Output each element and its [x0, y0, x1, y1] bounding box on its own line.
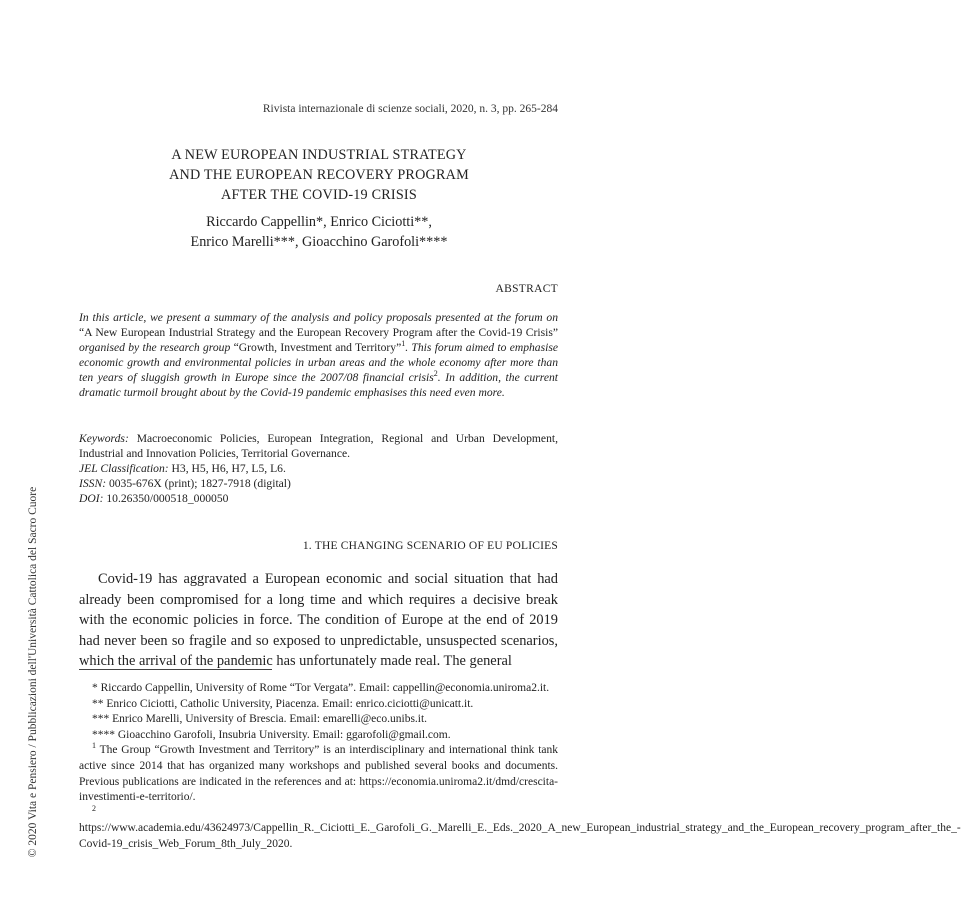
- footnote-author-4: **** Gioacchino Garofoli, Insubria University. Email: ggarofoli@gmail.com.: [92, 728, 451, 741]
- doi-line: [79, 491, 558, 506]
- doi-label: DOI:: [79, 492, 104, 506]
- footnote-author-2: ** Enrico Ciciotti, Catholic University, Piacenza. Email: enrico.ciciotti@unicatt.it.: [92, 697, 474, 710]
- footnote-ref-2: 2: [433, 369, 438, 379]
- footnote-2-mark: 2: [92, 803, 96, 813]
- issn-label: ISSN:: [79, 477, 107, 491]
- running-header: Rivista internazionale di scienze sociali, 2020, n. 3, pp. 265-284: [262, 103, 558, 115]
- abstract-part-5: . This forum aimed to emphasise economic growth and environmental policies in urban areas and the whole economy after more than ten years of sluggish growth in Europe since the 2007/08 financial crisis: [79, 341, 558, 385]
- body-text: [79, 569, 558, 672]
- title-line-1: A NEW EUROPEAN INDUSTRIAL STRATEGY: [171, 147, 467, 163]
- footnote-1-mark: 1: [92, 741, 96, 751]
- copyright-text: © 2020 Vita e Pensiero / Pubblicazioni dell'Università Cattolica del Sacro Cuore: [27, 486, 39, 858]
- keywords-value: Macroeconomic Policies, European Integration, Regional and Urban Development, Industrial and Innovation Policies, Territorial Governance.: [79, 432, 558, 461]
- abstract-part-1: In this article, we present a summary of the analysis and policy proposals presented at the forum on: [79, 311, 558, 324]
- abstract-part-4: “Growth, Investment and Territory”: [230, 341, 402, 355]
- abstract-part-3: organised by the research group: [79, 341, 231, 355]
- footnote-ref-1: 1: [401, 339, 406, 349]
- jel-label: JEL Classification:: [79, 462, 169, 476]
- issn-value: 0035-676X (print); 1827-7918 (digital): [106, 477, 291, 491]
- authors-line-1: Riccardo Cappellin*, Enrico Ciciotti**,: [206, 214, 432, 230]
- keywords-line: [79, 431, 558, 461]
- abstract-heading: ABSTRACT: [495, 283, 558, 295]
- footnote-2: [79, 803, 961, 853]
- abstract-text: [79, 310, 558, 401]
- section-heading: 1. THE CHANGING SCENARIO OF EU POLICIES: [302, 540, 558, 552]
- body-paragraph: Covid-19 has aggravated a European economic and social situation that had already been compromised for a long time and which requires a decisive break with the economic policies in force. The condition of Europe at the end of 2019 had never been so fragile and so exposed to unpredictable, unsuspected scenarios, which the arrival of the pandemic has unfortunately made real. The general: [79, 571, 558, 669]
- footnote-1-text: The Group “Growth Investment and Territory” is an interdisciplinary and international think tank active since 2014 that has organized many workshops and published several books and documents. Previous publications are indicated in the references and at: https://economia.uniroma2.it/dmd/crescita-investimenti-e-territorio/.: [79, 744, 558, 804]
- title-line-3: AFTER THE COVID-19 CRISIS: [221, 187, 417, 203]
- article-metadata: [79, 431, 558, 506]
- jel-value: H3, H5, H6, H7, L5, L6.: [168, 462, 286, 476]
- footnote-2-text: https://www.academia.edu/43624973/Cappellin_R._Ciciotti_E._Garofoli_G._Marelli_E._Eds._2020_A_new_European_industrial_strategy_and_the_European_recovery_program_after_the_-Covid-19_crisis_Web_Forum_8th_July_2020.: [79, 822, 961, 850]
- abstract-part-2: “A New European Industrial Strategy and the European Recovery Program after the Covid-19 Crisis”: [79, 326, 558, 340]
- jel-line: [79, 461, 558, 476]
- footnote-1: [79, 743, 558, 805]
- issn-line: [79, 476, 558, 491]
- footnotes: [79, 681, 961, 853]
- footnote-author-3: *** Enrico Marelli, University of Brescia. Email: emarelli@eco.unibs.it.: [92, 713, 428, 726]
- doi-value: 10.26350/000518_000050: [103, 492, 229, 506]
- authors-line-2: Enrico Marelli***, Gioacchino Garofoli****: [190, 234, 448, 250]
- article-title: [79, 145, 559, 205]
- title-line-2: AND THE EUROPEAN RECOVERY PROGRAM: [169, 167, 469, 183]
- footnote-divider: [79, 669, 272, 670]
- abstract-part-6: . In addition, the current dramatic turmoil brought about by the Covid-19 pandemic emphasises this need even more.: [79, 371, 558, 400]
- footnote-author-1: * Riccardo Cappellin, University of Rome “Tor Vergata”. Email: cappellin@economia.uniroma2.it.: [92, 682, 550, 694]
- keywords-label: Keywords:: [79, 432, 129, 445]
- author-list: [79, 212, 559, 252]
